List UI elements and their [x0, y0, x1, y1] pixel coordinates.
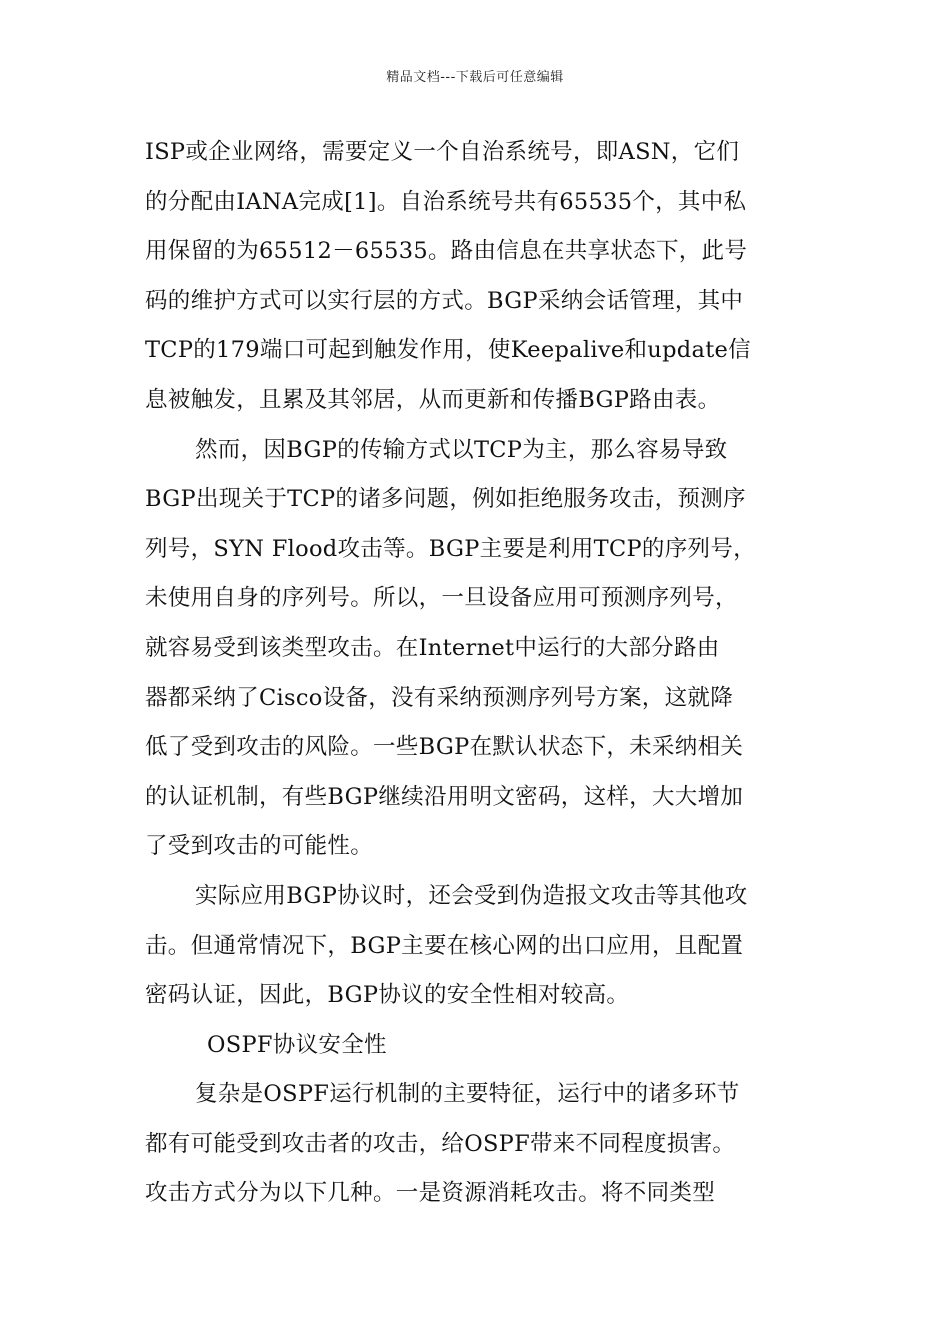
section-heading: OSPF协议安全性 [207, 1031, 387, 1058]
paragraph-start-line: 实际应用BGP协议时，还会受到伪造报文攻击等其他攻 [195, 882, 748, 909]
text-line: 都有可能受到攻击者的攻击，给OSPF带来不同程度损害。 [145, 1130, 736, 1157]
paragraph-start-line: 复杂是OSPF运行机制的主要特征，运行中的诸多环节 [195, 1081, 740, 1108]
text-line: ISP或企业网络，需要定义一个自治系统号，即ASN，它们 [145, 139, 740, 165]
text-line: BGP出现关于TCP的诸多问题，例如拒绝服务攻击，预测序 [145, 486, 746, 513]
text-line: 击。但通常情况下，BGP主要在核心网的出口应用，且配置 [145, 932, 744, 959]
text-line: 用保留的为65512－65535。路由信息在共享状态下，此号 [145, 238, 748, 265]
text-line: 未使用自身的序列号。所以，一旦设备应用可预测序列号， [145, 585, 738, 612]
text-line: 的认证机制，有些BGP继续沿用明文密码，这样，大大增加 [145, 783, 744, 810]
text-line: 的分配由IANA完成[1]。自治系统号共有65535个，其中私 [145, 188, 747, 215]
text-line: 低了受到攻击的风险。一些BGP在默认状态下，未采纳相关 [145, 734, 744, 761]
text-line: 器都采纳了Cisco设备，没有采纳预测序列号方案，这就降 [145, 684, 734, 711]
text-line: 息被触发，且累及其邻居，从而更新和传播BGP路由表。 [145, 386, 721, 413]
page-header: 精品文档---下载后可任意编辑 [386, 70, 564, 85]
paragraph-start-line: 然而，因BGP的传输方式以TCP为主，那么容易导致 [195, 436, 728, 463]
text-line: 攻击方式分为以下几种。一是资源消耗攻击。将不同类型 [145, 1180, 716, 1207]
text-line: 密码认证，因此，BGP协议的安全性相对较高。 [145, 982, 630, 1009]
text-line: 码的维护方式可以实行层的方式。BGP采纳会话管理，其中 [145, 287, 744, 314]
text-line: TCP的179端口可起到触发作用，使Keepalive和update信 [145, 337, 751, 364]
text-line: 列号，SYN Flood攻击等。BGP主要是利用TCP的序列号， [145, 535, 756, 562]
body-text [145, 128, 807, 1219]
text-line: 就容易受到该类型攻击。在Internet中运行的大部分路由 [145, 634, 720, 661]
text-line: 了受到攻击的可能性。 [145, 833, 374, 860]
